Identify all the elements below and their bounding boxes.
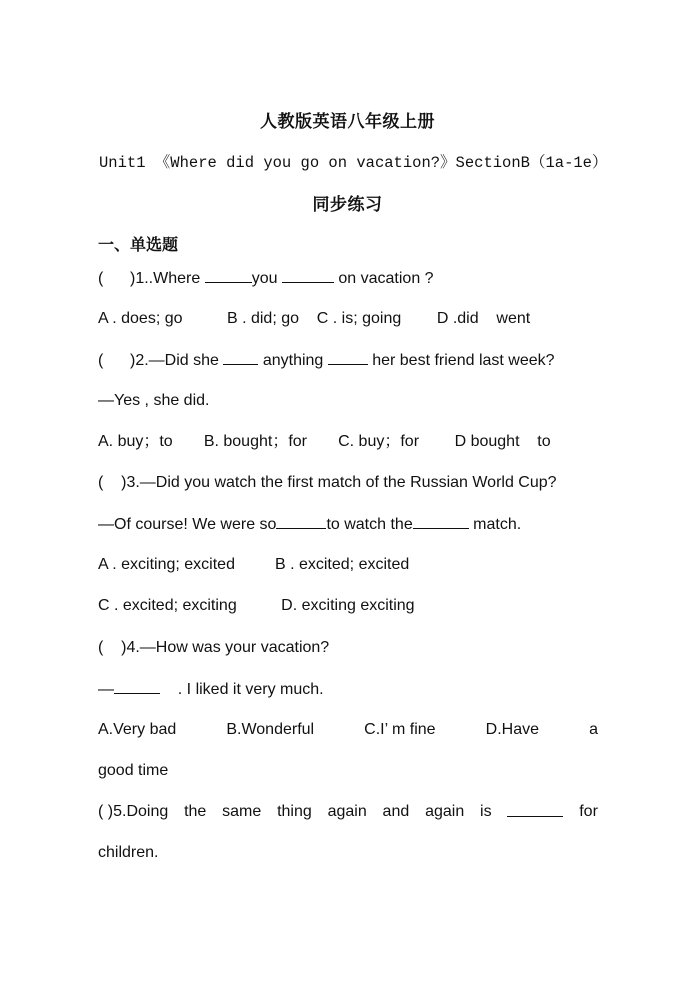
option-c: C.I’ m fine xyxy=(364,721,436,738)
answer-blank xyxy=(205,268,252,283)
answer-blank xyxy=(328,350,368,365)
question-3-options-2: C . excited; exciting D. exciting exciting xyxy=(98,597,415,614)
question-5-continued: children. xyxy=(98,844,159,861)
document-title: 人教版英语八年级上册 xyxy=(260,112,435,132)
question-3-stem: ( )3.—Did you watch the first match of the Russian World Cup? xyxy=(98,474,557,491)
question-2-options: A. buy；to B. bought；for C. buy；for D bought to xyxy=(98,433,551,450)
document-subtitle: Unit1 《Where did you go on vacation?》SectionB（1a-1e） xyxy=(99,154,608,172)
answer-blank xyxy=(114,679,160,694)
document-heading: 同步练习 xyxy=(312,195,383,215)
question-4-options-continued: good time xyxy=(98,762,169,779)
option-d-tail: a xyxy=(589,721,598,738)
question-3-options-1: A . exciting; excited B . excited; excited xyxy=(98,556,410,573)
answer-blank xyxy=(282,268,334,283)
section-heading: 一、单选题 xyxy=(98,235,179,254)
question-2-answer-line: —Yes , she did. xyxy=(98,392,210,409)
answer-blank xyxy=(276,514,326,529)
option-d: D.Have xyxy=(485,721,539,738)
question-4-options xyxy=(98,720,598,740)
question-2-stem: ( )2.—Did she anything her best friend last week? xyxy=(98,352,555,369)
answer-blank xyxy=(223,350,258,365)
option-b: B.Wonderful xyxy=(226,721,315,738)
answer-blank xyxy=(413,514,469,529)
option-a: A.Very bad xyxy=(98,721,177,738)
question-4-stem: ( )4.—How was your vacation? xyxy=(98,639,330,656)
question-1-stem: ( )1..Where you on vacation ? xyxy=(98,270,434,287)
question-4-response: — . I liked it very much. xyxy=(98,681,324,698)
answer-blank xyxy=(507,802,563,817)
question-5-stem: ( )5.Doing the same thing again and again is for xyxy=(98,803,598,820)
question-3-response: —Of course! We were so to watch the match. xyxy=(98,516,522,533)
question-1-options: A . does; go B . did; go C . is; going D .did went xyxy=(98,310,531,327)
